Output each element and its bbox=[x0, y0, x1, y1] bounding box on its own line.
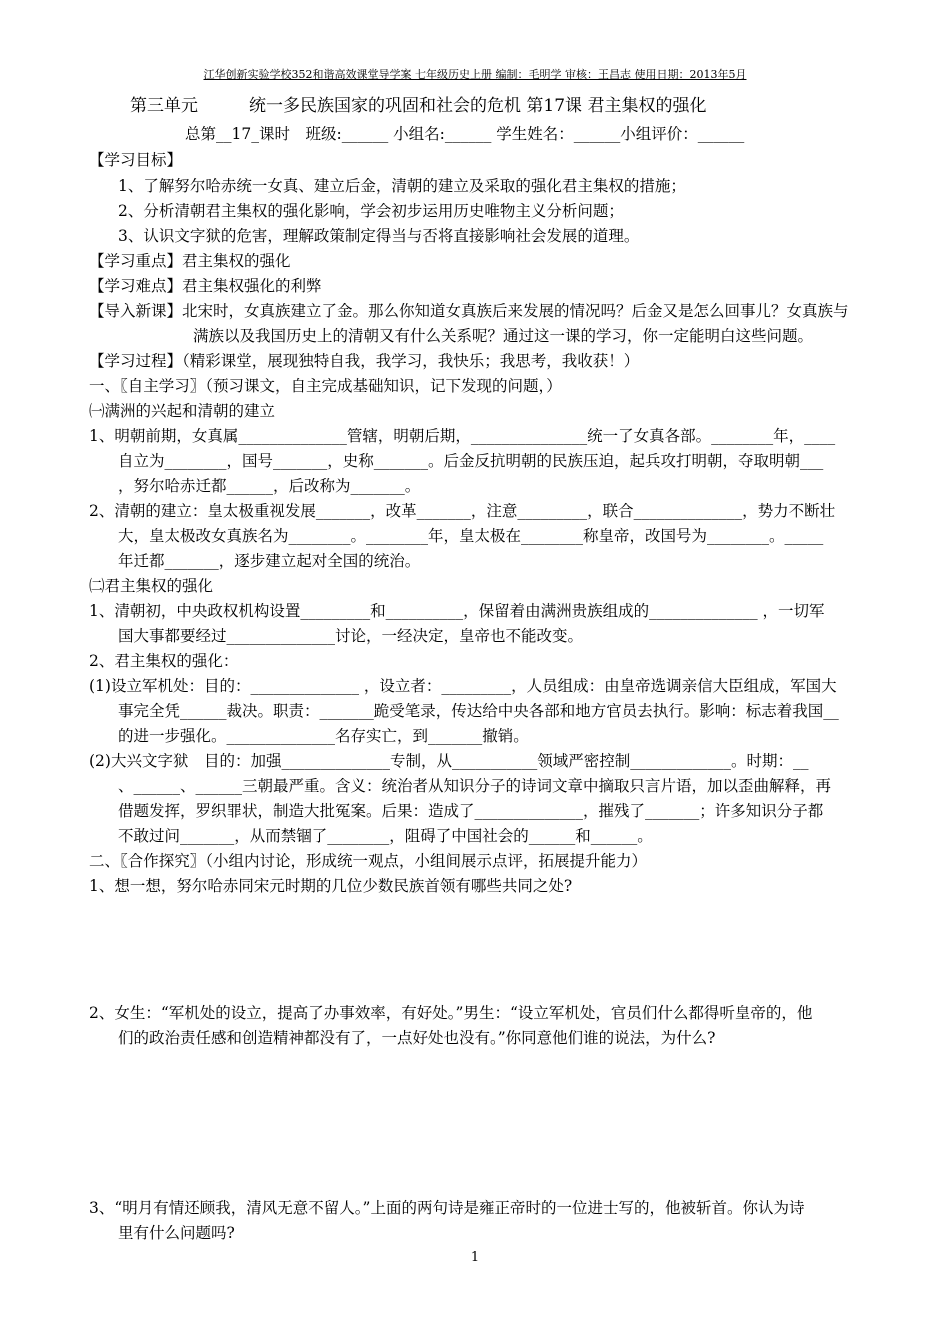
question-line: (2)大兴文字狱 目的：加强______________专制，从___________领域严密控制_____________。时期：__ bbox=[89, 752, 809, 770]
question-line: 自立为________，国号_______，史称_______。后金反抗明朝的民族压迫，起兵攻打明朝，夺取明朝___ bbox=[118, 452, 824, 470]
section-heading: ㈠满洲的兴起和清朝的建立 bbox=[89, 402, 276, 420]
intro-line: 【导入新课】北宋时，女真族建立了金。那么你知道女真族后来发展的情况吗？后金又是怎么回事儿？女真族与 bbox=[89, 302, 849, 320]
question-line: 借题发挥，罗织罪状，制造大批冤案。后果：造成了______________，摧残了_______；许多知识分子都 bbox=[118, 802, 824, 820]
question-line: 2、清朝的建立：皇太极重视发展_______，改革_______，注意_________，联合______________，势力不断壮 bbox=[89, 502, 836, 520]
intro-line: 满族以及我国历史上的清朝又有什么关系呢？通过这一课的学习，你一定能明白这些问题。 bbox=[193, 327, 814, 345]
objective-item: 3、认识文字狱的危害，理解政策制定得当与否将直接影响社会发展的道理。 bbox=[118, 227, 640, 245]
discussion-question: 1、想一想，努尔哈赤同宋元时期的几位少数民族首领有哪些共同之处? bbox=[89, 877, 573, 895]
discussion-question: 们的政治责任感和创造精神都没有了，一点好处也没有。”你同意他们谁的说法，为什么? bbox=[118, 1029, 716, 1047]
part-two-heading: 二、〖合作探究〗（小组内讨论，形成统一观点，小组间展示点评，拓展提升能力） bbox=[89, 852, 648, 870]
page-header: 江华创新实验学校352和谐高效课堂导学案 七年级历史上册 编制：毛明学 审核：王昌志 使用日期：2013年5月 bbox=[203, 68, 747, 81]
lesson-info: 总第__17_课时 班级:______ 小组名:______ 学生姓名：______小组评价：______ bbox=[185, 125, 745, 143]
question-line: 、______、______三朝最严重。含义：统治者从知识分子的诗词文章中摘取只言片语，加以歪曲解释，再 bbox=[118, 777, 832, 795]
discussion-question: 里有什么问题吗? bbox=[118, 1224, 235, 1242]
discussion-question: 3、“明月有情还顾我，清风无意不留人。”上面的两句诗是雍正帝时的一位进士写的，他被斩首。你认为诗 bbox=[89, 1199, 805, 1217]
difficulty-point: 【学习难点】君主集权强化的利弊 bbox=[89, 277, 322, 295]
question-line: 1、清朝初，中央政权机构设置_________和__________，保留着由满洲贵族组成的______________ ，一切军 bbox=[89, 602, 825, 620]
objective-item: 1、了解努尔哈赤统一女真、建立后金，清朝的建立及采取的强化君主集权的措施； bbox=[118, 177, 686, 195]
process-heading: 【学习过程】（精彩课堂，展现独特自我，我学习，我快乐；我思考，我收获！） bbox=[89, 352, 640, 370]
question-line: 年迁都_______，逐步建立起对全国的统治。 bbox=[118, 552, 421, 570]
question-line: 事完全凭______裁决。职责：_______跪受笔录，传达给中央各部和地方官员去执行。影响：标志着我国__ bbox=[118, 702, 839, 720]
page-number: 1 bbox=[470, 1250, 480, 1265]
question-line: 1、明朝前期，女真属______________管辖，明朝后期，_______________统一了女真各部。________年，____ bbox=[89, 427, 836, 445]
objectives-heading: 【学习目标】 bbox=[89, 151, 183, 169]
objective-item: 2、分析清朝君主集权的强化影响，学会初步运用历史唯物主义分析问题； bbox=[118, 202, 624, 220]
section-heading: ㈡君主集权的强化 bbox=[89, 577, 214, 595]
part-one-heading: 一、〖自主学习〗（预习课文，自主完成基础知识，记下发现的问题，） bbox=[89, 377, 562, 395]
question-line: 2、君主集权的强化： bbox=[89, 652, 239, 670]
question-line: (1)设立军机处：目的：______________ ，设立者：_________，人员组成：由皇帝选调亲信大臣组成，军国大 bbox=[89, 677, 837, 695]
question-line: 不敢过问_______，从而禁锢了________，阻碍了中国社会的______和______。 bbox=[118, 827, 653, 845]
question-line: 大，皇太极改女真族名为________。________年，皇太极在________称皇帝，改国号为________。_____ bbox=[118, 527, 824, 545]
question-line: ，努尔哈赤迁都______，后改称为_______。 bbox=[118, 477, 421, 495]
discussion-question: 2、女生：“军机处的设立，提高了办事效率，有好处。”男生：“设立军机处，官员们什么都得听皇帝的，他 bbox=[89, 1004, 813, 1022]
lesson-title: 第三单元 统一多民族国家的巩固和社会的危机 第17课 君主集权的强化 bbox=[130, 96, 707, 116]
question-line: 的进一步强化。______________名存实亡，到_______撤销。 bbox=[118, 727, 529, 745]
key-point: 【学习重点】君主集权的强化 bbox=[89, 252, 291, 270]
question-line: 国大事都要经过______________讨论，一经决定，皇帝也不能改变。 bbox=[118, 627, 584, 645]
